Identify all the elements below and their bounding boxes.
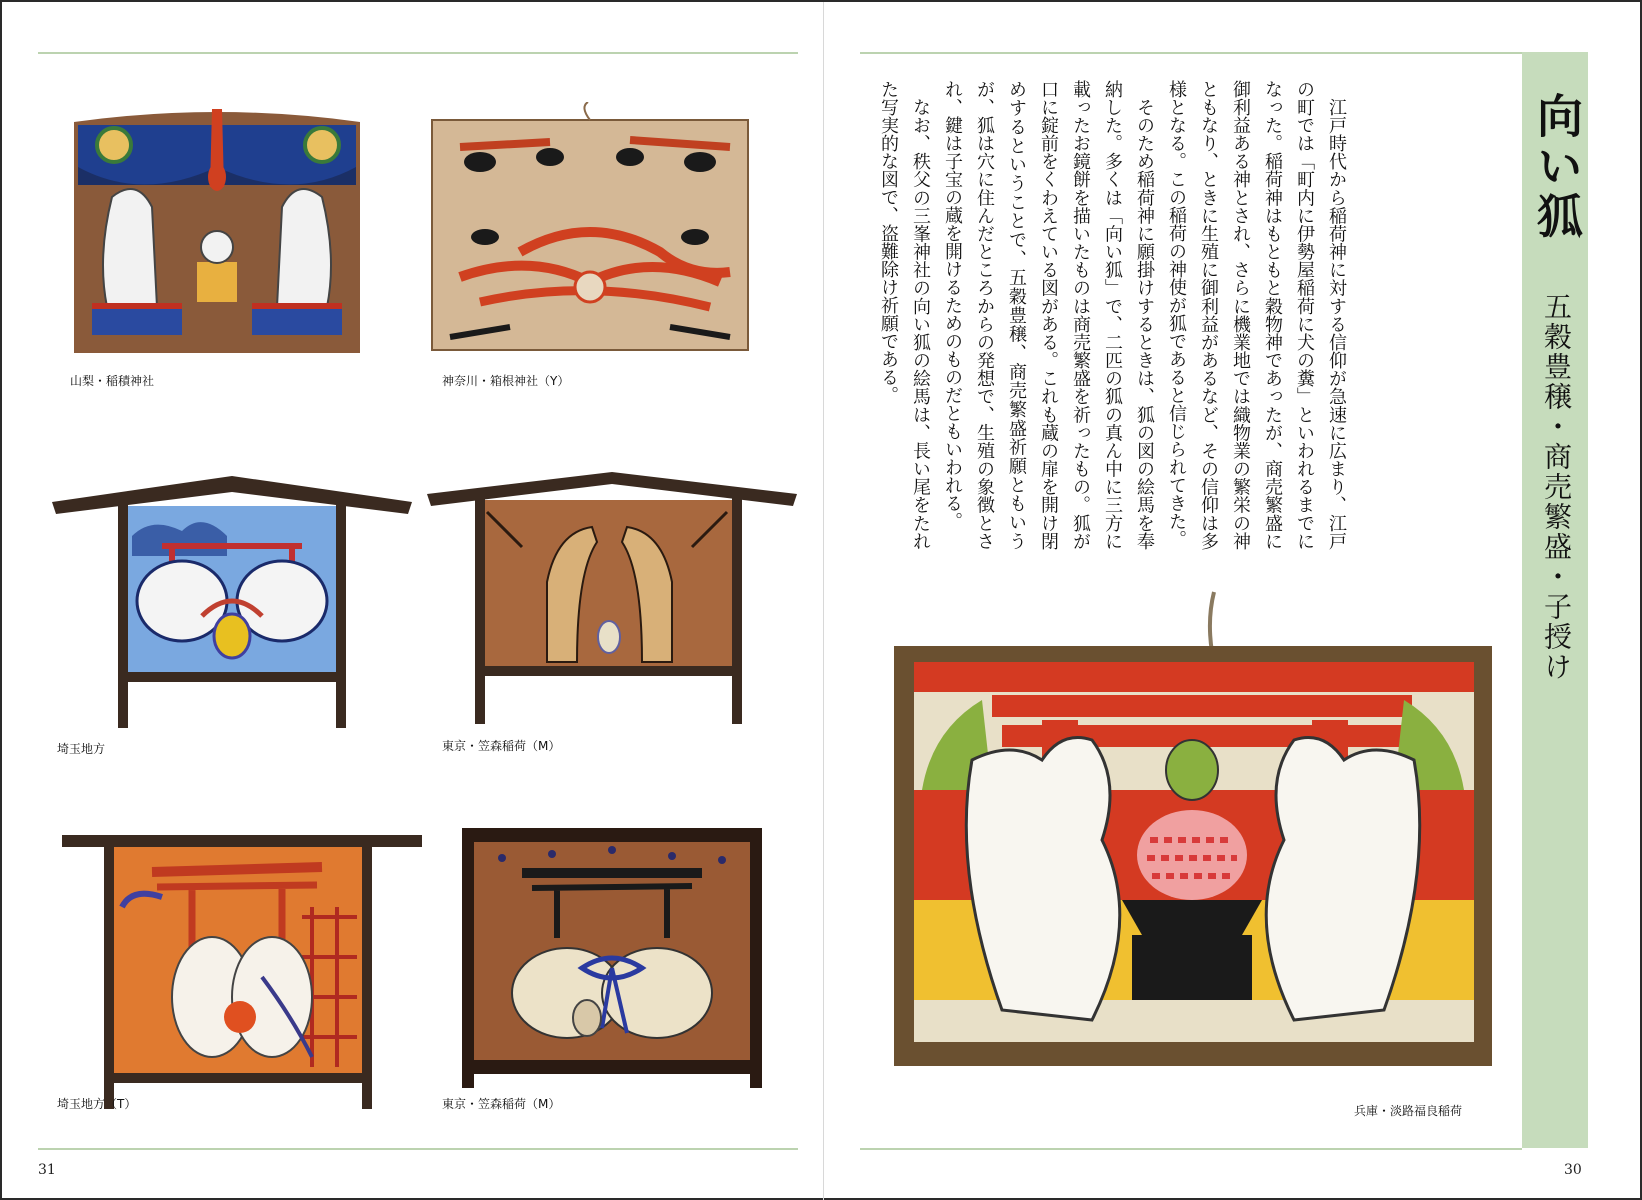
ema-plate-kasamori-1 xyxy=(427,472,797,724)
left-folio: 31 xyxy=(38,1162,56,1178)
ema-hakone-illustration xyxy=(430,102,750,352)
left-top-rule xyxy=(38,52,798,54)
main-plate-caption: 兵庫・淡路福良稲荷 xyxy=(1354,1104,1463,1118)
ema-fukura-inari-illustration xyxy=(892,590,1494,1070)
chapter-title: 向い狐 xyxy=(1530,92,1584,242)
left-bottom-rule xyxy=(38,1148,798,1150)
ema-plate-kasamori-2 xyxy=(462,828,762,1088)
right-folio: 30 xyxy=(1564,1162,1582,1178)
ema-plate-saitama-t xyxy=(62,827,422,1109)
plate-caption-1: 山梨・稲積神社 xyxy=(70,374,155,388)
ema-saitama-t-illustration xyxy=(62,827,422,1109)
plate-caption-2: 神奈川・箱根神社（Y） xyxy=(442,374,570,388)
plate-caption-5: 埼玉地方（T） xyxy=(57,1097,137,1111)
right-bottom-rule xyxy=(860,1148,1522,1150)
ema-kasamori-1-illustration xyxy=(427,472,797,724)
paragraph: そのため稲荷神に願掛けするときは、狐の図の絵馬を奉納した。多くは「向い狐」で、二匹の狐の真ん中に三方に載ったお鏡餅を描いたものは商売繁盛を祈ったもの。狐が口に錠前をくわえている図がある。これも蔵の扉を開け閉めするということで、五穀豊穣、商売繁盛祈願ともいうが、狐は穴に住んだところからの発想で、生殖の象徴とされ、鍵は子宝の蔵を開けるためのものだともいわれる。 xyxy=(942,80,1155,550)
ema-saitama-illustration xyxy=(52,476,412,728)
plate-caption-4: 東京・笠森稲荷（M） xyxy=(442,739,561,753)
paragraph: 江戸時代から稲荷神に対する信仰が急速に広まり、江戸の町では「町内に伊勢屋稲荷に犬の糞」といわれるまでになった。稲荷神はもともと穀物神であったが、商売繁盛に御利益ある神とされ、さらに機業地では織物業の繁栄の神ともなり、ときに生殖に御利益があるなど、その信仰は多様となる。この稲荷の神使が狐であると信じられてきた。 xyxy=(1166,80,1347,550)
ema-plate-yamanashi xyxy=(72,107,362,357)
body-text xyxy=(878,80,1352,550)
plate-caption-6: 東京・笠森稲荷（M） xyxy=(442,1097,561,1111)
ema-yamanashi-illustration xyxy=(72,107,362,357)
plate-caption-3: 埼玉地方 xyxy=(57,742,106,756)
right-top-rule xyxy=(860,52,1522,54)
ema-plate-saitama xyxy=(52,476,412,728)
ema-plate-hakone xyxy=(430,102,750,352)
chapter-subtitle: 五穀豊穣・商売繁盛・子授け xyxy=(1540,292,1573,682)
ema-plate-fukura-inari xyxy=(892,590,1494,1070)
paragraph: なお、秩父の三峯神社の向い狐の絵馬は、長い尾をたれた写実的な図で、盗難除け祈願である。 xyxy=(878,80,931,550)
ema-kasamori-2-illustration xyxy=(462,828,762,1088)
page-gutter xyxy=(823,2,824,1200)
